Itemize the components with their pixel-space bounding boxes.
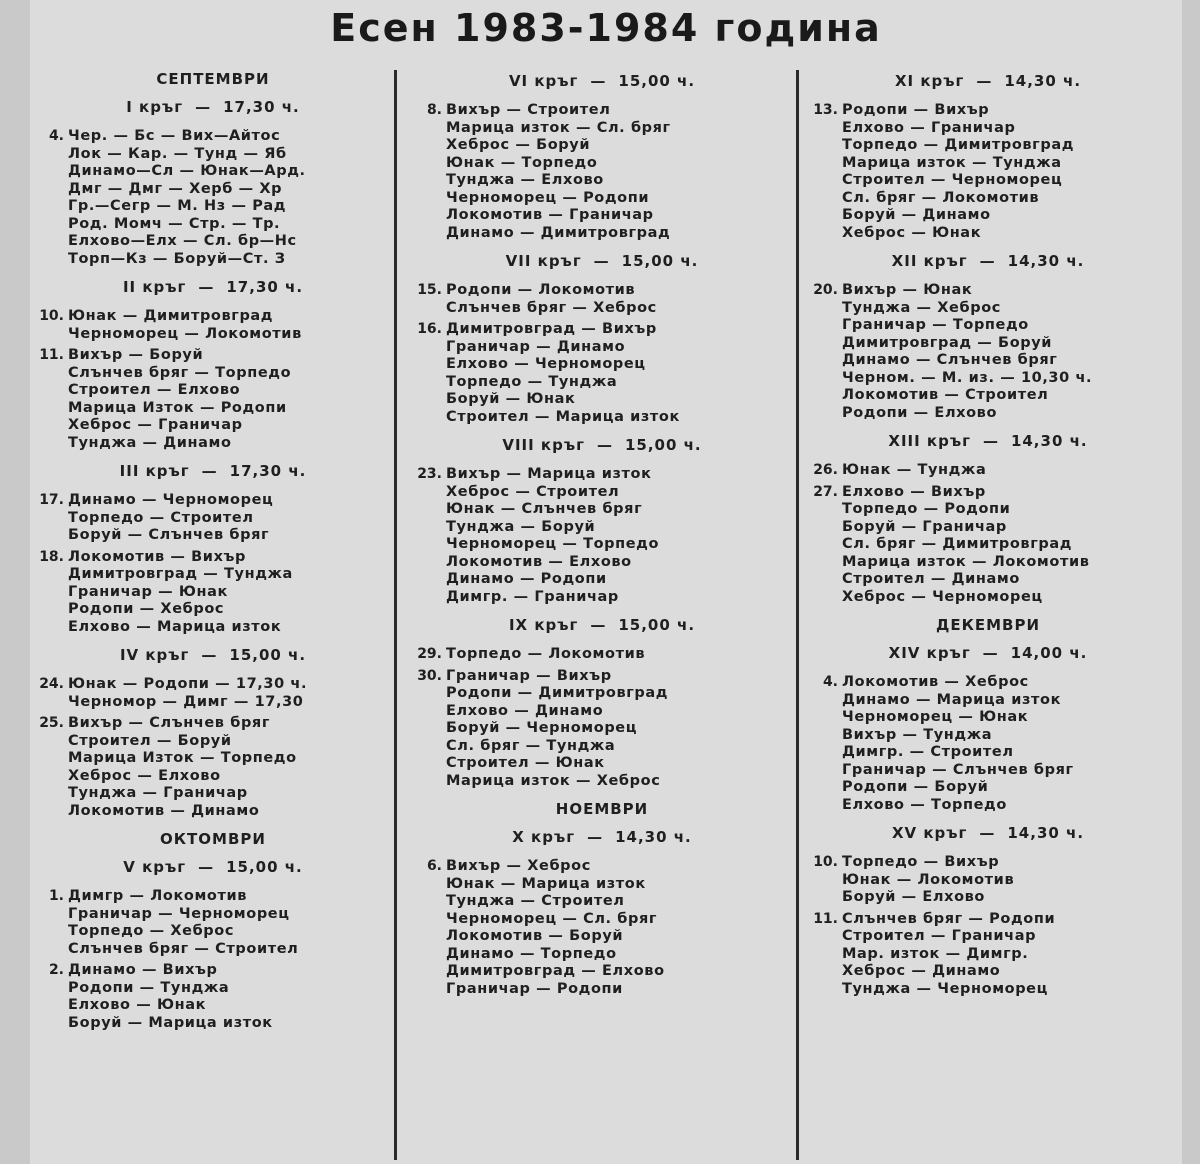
match-day [808,854,1168,907]
round-dash: — [198,278,215,296]
fixture-line: Черноморец — Сл. бряг [446,910,658,927]
match-day [34,308,392,343]
round-dash: — [982,432,999,450]
fixture-line: Димитровград — Елхово [446,963,665,979]
fixture-line: Черноморец — Юнак [842,709,1029,725]
fixture-line: Торпедо — Димитровград [842,137,1075,153]
match-day [412,858,792,998]
match-day [34,549,392,637]
match-day [412,321,792,426]
schedule-column-2 [412,62,792,1008]
match-date: 17. [39,492,64,508]
fixture-line: Хеброс — Боруй [446,137,591,153]
round-block [808,824,1168,998]
fixture-line: Вихър — Тунджа [842,726,993,743]
fixture-line: Тунджа — Черноморец [842,980,1048,997]
fixture-line: Динамо — Слънчев бряг [842,352,1058,368]
fixture-line: Елхово—Елх — Сл. бр—Нс [68,233,297,249]
match-day [808,911,1168,999]
fixture-line: Род. Момч — Стр. — Тр. [68,215,281,232]
fixture-line: Димитровград — Вихър [446,321,657,337]
fixture-line: Марица изток — Хеброс [446,772,661,789]
fixture-line: Черноморец — Локомотив [68,325,302,342]
fixture-line: Вихър — Боруй [68,347,204,363]
fixture-line: Юнак — Тунджа [842,462,987,478]
fixture-line: Торп—Кз — Боруй—Ст. З [68,250,286,267]
match-date: 11. [813,910,838,927]
fixture-line: Черноморец — Родопи [446,189,650,206]
fixture-line: Юнак — Димитровград [68,308,274,324]
fixture-line: Строител — Боруй [68,732,232,749]
fixture-line: Елхово — Черноморец [446,356,646,372]
round-name: XI кръг [894,72,965,90]
round-time: 14,30 ч. [1007,824,1085,842]
match-date: 30. [417,667,442,684]
round-block [34,858,392,1032]
fixture-line: Хеброс — Граничар [68,417,243,433]
match-day [34,888,392,958]
round-block [412,436,792,606]
fixture-line: Хеброс — Юнак [842,224,982,241]
match-date: 25. [39,715,64,731]
fixture-line: Родопи — Локомотив [446,282,636,298]
round-time: 15,00 ч. [226,858,303,876]
fixture-line: Мар. изток — Димгр. [842,945,1029,962]
match-day [808,102,1168,242]
match-day [34,128,392,268]
round-time: 14,30 ч. [615,828,692,846]
schedule-column-1 [34,62,392,1042]
fixture-line: Сл. бряг — Димитровград [842,536,1073,552]
fixture-line: Торпедо — Тунджа [446,373,618,390]
round-dash: — [590,72,607,90]
fixture-line: Хеброс — Черноморец [842,588,1043,605]
fixture-line: Граничар — Торпедо [842,317,1029,333]
fixture-line: Родопи — Димитровград [446,685,669,701]
fixture-line: Слънчев бряг — Строител [68,940,299,957]
fixture-line: Граничар — Слънчев бряг [842,761,1074,778]
fixture-line: Торпедо — Родопи [842,501,1011,517]
fixture-line: Юнак — Слънчев бряг [446,501,643,517]
month-heading: ДЕКЕМВРИ [935,616,1041,634]
round-name: IV кръг [119,646,190,664]
fixture-line: Боруй — Граничар [842,518,1007,535]
fixture-line: Локомотив — Елхово [446,553,632,570]
fixture-line: Локомотив — Хеброс [842,674,1029,690]
column-divider [394,70,397,1160]
round-name: VIII кръг [502,436,585,454]
round-block [412,252,792,426]
fixture-line: Тунджа — Граничар [68,785,248,801]
fixture-line: Торпедо — Строител [68,509,254,526]
column-divider [796,70,799,1160]
fixture-line: Боруй — Черноморец [446,720,638,736]
match-date: 18. [39,548,64,565]
round-dash: — [201,646,218,664]
fixture-line: Локомотив — Боруй [446,928,624,944]
round-dash: — [198,858,215,876]
fixture-line: Елхово — Граничар [842,119,1016,136]
fixture-line: Строител — Елхово [68,382,241,398]
round-name: X кръг [512,828,576,846]
fixture-line: Хеброс — Елхово [68,767,221,784]
fixture-line: Димгр. — Граничар [446,588,619,605]
match-date: 24. [39,676,64,692]
match-date: 8. [426,102,442,118]
round-heading [808,252,1168,270]
page-title: Есен 1983-1984 година [330,6,882,50]
round-time: 14,30 ч. [1004,72,1082,90]
match-date: 20. [813,282,838,298]
round-heading [808,72,1168,90]
round-block [412,828,792,998]
round-block [808,252,1168,422]
match-date: 15. [417,282,442,298]
round-name: XV кръг [891,824,968,842]
fixture-line: Димгр — Локомотив [68,888,248,904]
fixture-line: Динамо — Димитровград [446,224,671,241]
fixture-line: Строител — Динамо [842,571,1020,587]
fixture-line: Слънчев бряг — Торпедо [68,364,292,381]
schedule-column-3 [808,62,1168,1008]
match-day [34,347,392,452]
fixture-line: Родопи — Елхово [842,404,998,421]
fixture-line: Тунджа — Динамо [68,434,232,451]
round-heading [808,644,1168,662]
fixture-line: Марица изток — Тунджа [842,154,1062,171]
match-day [34,962,392,1032]
round-name: III кръг [119,462,190,480]
round-name: IX кръг [508,616,579,634]
fixture-line: Боруй — Марица изток [68,1014,273,1031]
fixture-line: Димгр. — Строител [842,744,1014,760]
round-time: 15,00 ч. [621,252,699,270]
round-dash: — [979,824,996,842]
round-heading [412,616,792,634]
fixture-line: Елхово — Вихър [842,483,986,500]
round-block [34,278,392,452]
fixture-line: Локомотив — Строител [842,387,1049,403]
round-heading [808,432,1168,450]
match-date: 4. [48,128,64,144]
match-date: 10. [39,308,64,324]
match-day [808,462,1168,480]
fixture-line: Елхово — Юнак [68,997,207,1013]
round-name: XIV кръг [888,644,971,662]
match-day [412,646,792,664]
round-dash: — [982,644,999,662]
round-name: XII кръг [891,252,968,270]
fixture-line: Граничар — Динамо [446,338,626,355]
fixture-line: Граничар — Вихър [446,667,612,684]
fixture-line: Динамо — Марица изток [842,691,1062,708]
match-date: 13. [813,102,838,118]
newspaper-page [30,0,1182,1164]
fixture-line: Елхово — Торпедо [842,796,1007,813]
fixture-line: Родопи — Хеброс [68,601,225,617]
round-time: 17,30 ч. [223,98,300,116]
round-heading [412,252,792,270]
fixture-line: Хеброс — Строител [446,483,620,500]
fixture-line: Граничар — Родопи [446,980,623,997]
match-date: 16. [417,321,442,337]
fixture-line: Димитровград — Боруй [842,334,1053,351]
match-date: 26. [813,462,838,478]
match-date: 10. [813,854,838,870]
fixture-line: Вихър — Марица изток [446,466,652,482]
fixture-line: Черноморец — Торпедо [446,536,660,552]
fixture-line: Димитровград — Тунджа [68,566,293,582]
round-dash: — [195,98,212,116]
round-dash: — [596,436,613,454]
fixture-line: Тунджа — Строител [446,893,625,909]
round-time: 15,00 ч. [618,72,696,90]
round-name: II кръг [122,278,187,296]
round-heading [34,278,392,296]
match-day [412,466,792,606]
match-date: 6. [426,858,442,874]
round-time: 14,30 ч. [1010,432,1088,450]
fixture-line: Марица изток — Локомотив [842,553,1090,570]
fixture-line: Строител — Черноморец [842,172,1063,188]
fixture-line: Строител — Граничар [842,928,1037,944]
fixture-line: Боруй — Юнак [446,391,576,407]
month-heading: ОКТОМВРИ [160,830,266,848]
round-dash: — [590,616,607,634]
fixture-line: Слънчев бряг — Родопи [842,910,1056,927]
fixture-line: Елхово — Марица изток [68,618,282,635]
fixture-line: Тунджа — Елхово [446,172,604,188]
round-name: VII кръг [505,252,582,270]
match-day [34,676,392,711]
match-date: 2. [48,962,64,978]
fixture-line: Дмг — Дмг — Херб — Хр [68,180,283,197]
fixture-line: Граничар — Юнак [68,583,228,600]
fixture-line: Хеброс — Динамо [842,963,1001,979]
match-day [412,282,792,317]
fixture-line: Родопи — Вихър [842,102,990,118]
round-time: 14,30 ч. [1007,252,1085,270]
fixture-line: Елхово — Динамо [446,702,604,719]
round-block [34,98,392,268]
round-time: 17,30 ч. [229,462,307,480]
round-time: 15,00 ч. [624,436,702,454]
fixture-line: Черномор — Димг — 17,30 [68,693,304,710]
fixture-line: Боруй — Елхово [842,889,985,905]
fixture-line: Торпедо — Вихър [842,854,1000,870]
fixture-line: Локомотив — Вихър [68,548,246,565]
round-dash: — [593,252,610,270]
fixture-line: Марица изток — Сл. бряг [446,119,671,136]
round-heading [34,858,392,876]
round-dash: — [587,828,604,846]
match-date: 1. [48,888,64,904]
fixture-line: Боруй — Динамо [842,207,991,223]
fixture-line: Юнак — Локомотив [842,871,1015,888]
match-day [34,715,392,820]
round-name: XIII кръг [888,432,971,450]
round-dash: — [976,72,993,90]
fixture-line: Юнак — Родопи — 17,30 ч. [68,676,308,692]
fixture-line: Торпедо — Локомотив [446,646,646,662]
fixture-line: Вихър — Строител [446,102,611,118]
fixture-line: Торпедо — Хеброс [68,923,235,939]
match-day [808,282,1168,422]
fixture-line: Сл. бряг — Тунджа [446,737,616,754]
fixture-line: Вихър — Слънчев бряг [68,715,271,731]
round-heading [34,646,392,664]
round-time: 17,30 ч. [226,278,304,296]
round-dash: — [979,252,996,270]
fixture-line: Тунджа — Хеброс [842,299,1001,316]
fixture-line: Локомотив — Граничар [446,207,654,223]
match-date: 23. [417,466,442,482]
fixture-line: Марица Изток — Торпедо [68,750,297,766]
fixture-line: Вихър — Юнак [842,282,973,298]
fixture-line: Тунджа — Боруй [446,518,596,535]
round-time: 15,00 ч. [618,616,696,634]
fixture-line: Черном. — М. из. — 10,30 ч. [842,369,1093,386]
round-block [412,616,792,790]
match-day [412,102,792,242]
round-heading [412,72,792,90]
round-heading [412,436,792,454]
round-block [808,72,1168,242]
fixture-line: Юнак — Марица изток [446,875,646,892]
round-heading [412,828,792,846]
round-time: 15,00 ч. [229,646,307,664]
fixture-line: Граничар — Черноморец [68,905,290,922]
round-block [34,462,392,636]
month-heading: НОЕМВРИ [555,800,649,818]
fixture-line: Родопи — Боруй [842,779,989,795]
fixture-line: Динамо — Черноморец [68,492,274,508]
fixture-line: Строител — Юнак [446,755,605,771]
month-heading: СЕПТЕМВРИ [156,70,270,88]
fixture-line: Сл. бряг — Локомотив [842,189,1040,206]
fixture-line: Слънчев бряг — Хеброс [446,299,657,316]
fixture-line: Лок — Кар. — Тунд — Яб [68,145,287,162]
round-name: V кръг [123,858,187,876]
match-date: 29. [417,646,442,662]
match-date: 27. [813,483,838,500]
fixture-line: Строител — Марица изток [446,408,680,425]
round-block [34,646,392,820]
fixture-line: Динамо — Торпедо [446,945,617,962]
match-date: 4. [822,674,838,690]
fixture-line: Гр.—Сегр — М. Нз — Рад [68,198,287,214]
fixture-line: Динамо—Сл — Юнак—Ард. [68,163,306,179]
round-block [412,72,792,242]
match-date: 11. [39,347,64,363]
fixture-line: Динамо — Родопи [446,571,607,587]
fixture-line: Вихър — Хеброс [446,858,591,874]
match-day [808,674,1168,814]
round-dash: — [201,462,218,480]
fixture-line: Марица Изток — Родопи [68,399,287,416]
fixture-line: Родопи — Тунджа [68,979,230,996]
fixture-line: Юнак — Торпедо [446,154,598,171]
match-day [34,492,392,545]
round-heading [34,462,392,480]
match-day [808,484,1168,607]
fixture-line: Боруй — Слънчев бряг [68,527,270,543]
fixture-line: Локомотив — Динамо [68,802,260,819]
fixture-line: Динамо — Вихър [68,962,218,978]
match-day [412,668,792,791]
round-time: 14,00 ч. [1010,644,1088,662]
round-heading [808,824,1168,842]
round-block [808,644,1168,814]
fixture-line: Чер. — Бс — Вих—Айтос [68,128,281,144]
round-name: VI кръг [508,72,579,90]
round-name: I кръг [126,98,184,116]
round-heading [34,98,392,116]
round-block [808,432,1168,606]
